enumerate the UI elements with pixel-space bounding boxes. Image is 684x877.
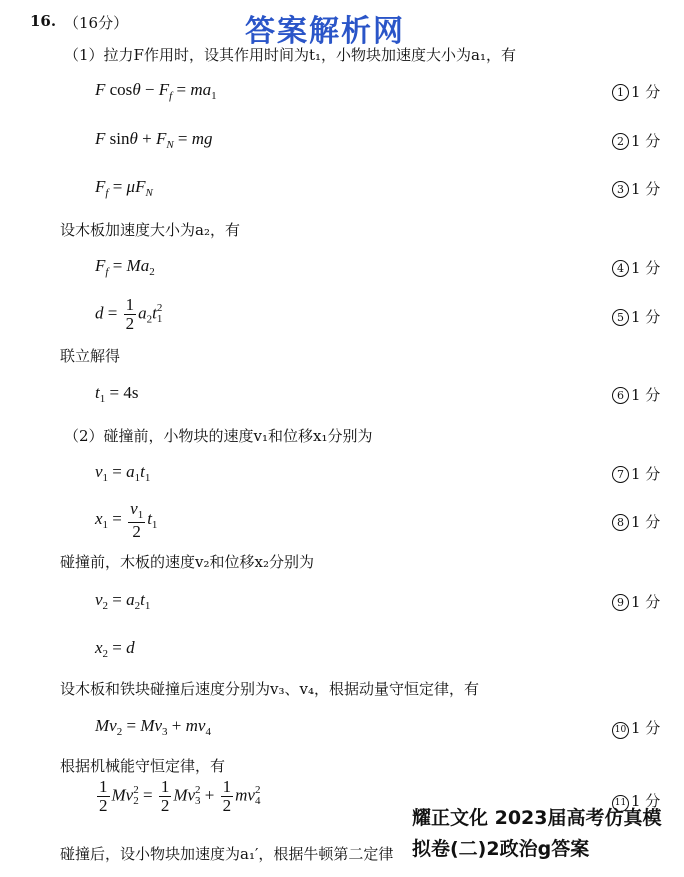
score-4-mark: 4 (612, 260, 629, 277)
score-1-mark: 1 (612, 84, 629, 101)
footer-line-2: 拟卷(二)2政治g答案 (412, 838, 590, 860)
score-10: 10 1 分 (612, 717, 660, 739)
after-collision-text: 碰撞后，设小物块加速度为a₁′，根据牛顿第二定律 (60, 845, 394, 863)
score-11-mark: 11 (612, 795, 629, 812)
question-points: （16分） (64, 14, 129, 32)
score-9-mark: 9 (612, 594, 629, 611)
board-before-text: 碰撞前，木板的速度v₂和位移x₂分别为 (60, 553, 314, 571)
score-3-mark: 3 (612, 181, 629, 198)
score-2-mark: 2 (612, 133, 629, 150)
score-3: 3 1 分 (612, 178, 660, 199)
equation-10: $Mv_2 = Mv_3 + mv_4$ (95, 716, 211, 738)
score-6-mark: 6 (612, 387, 629, 404)
board-accel-text: 设木板加速度大小为a₂，有 (60, 221, 240, 239)
equation-2: F $\sin\theta + F_N$ = mg (95, 129, 213, 151)
equation-5: d = $\frac{1}{2}$ $a_2t$ 2 1 (95, 295, 163, 333)
score-9: 9 1 分 (612, 591, 660, 612)
score-4: 4 1 分 (612, 257, 660, 278)
part1-intro: （1）拉力F作用时，设其作用时间为t₁，小物块加速度大小为a₁，有 (64, 46, 516, 64)
equation-1: F $\cos\theta - F_f = ma_1$ (95, 80, 217, 102)
equation-7: $v_1 = a_1t_1$ (95, 462, 151, 484)
equation-11: $\frac{1}{2}$ Mv 2 2 = $\frac{1}{2}$ Mv 2 3 + $\frac{1}{2}$ mv 2 4 (99, 777, 261, 815)
score-1: 1 1 分 (612, 81, 660, 102)
equation-4: $F_f = Ma_2$ (95, 256, 155, 278)
equation-8: $x_1$ = $\frac{v_1}{2}$ $t_1$ (95, 499, 158, 541)
score-6: 6 1 分 (612, 384, 660, 405)
equation-x2: $x_2 = d$ (95, 638, 135, 660)
score-10-mark: 10 (612, 722, 629, 739)
equation-9: $v_2 = a_2t_1$ (95, 590, 151, 612)
equation-6: $t_1 = 4s$ (95, 383, 139, 405)
equation-3: $F_f = \mu F_N$ (95, 177, 153, 199)
footer-line-1: 耀正文化 2023届高考仿真模 (412, 807, 662, 829)
score-8: 8 1 分 (612, 511, 660, 532)
watermark-text: 答案解析网 (245, 14, 405, 49)
part2-intro: （2）碰撞前，小物块的速度v₁和位移x₁分别为 (64, 427, 373, 445)
score-7: 7 1 分 (612, 463, 660, 484)
score-7-mark: 7 (612, 466, 629, 483)
solve-text: 联立解得 (60, 347, 121, 365)
energy-text: 根据机械能守恒定律，有 (60, 757, 226, 775)
score-8-mark: 8 (612, 514, 629, 531)
question-number: 16. (30, 12, 57, 30)
score-11: 11 1 分 (612, 790, 660, 812)
score-5: 5 1 分 (612, 306, 660, 327)
momentum-text: 设木板和铁块碰撞后速度分别为v₃、v₄，根据动量守恒定律，有 (60, 680, 479, 698)
score-5-mark: 5 (612, 309, 629, 326)
score-2: 2 1 分 (612, 130, 660, 151)
